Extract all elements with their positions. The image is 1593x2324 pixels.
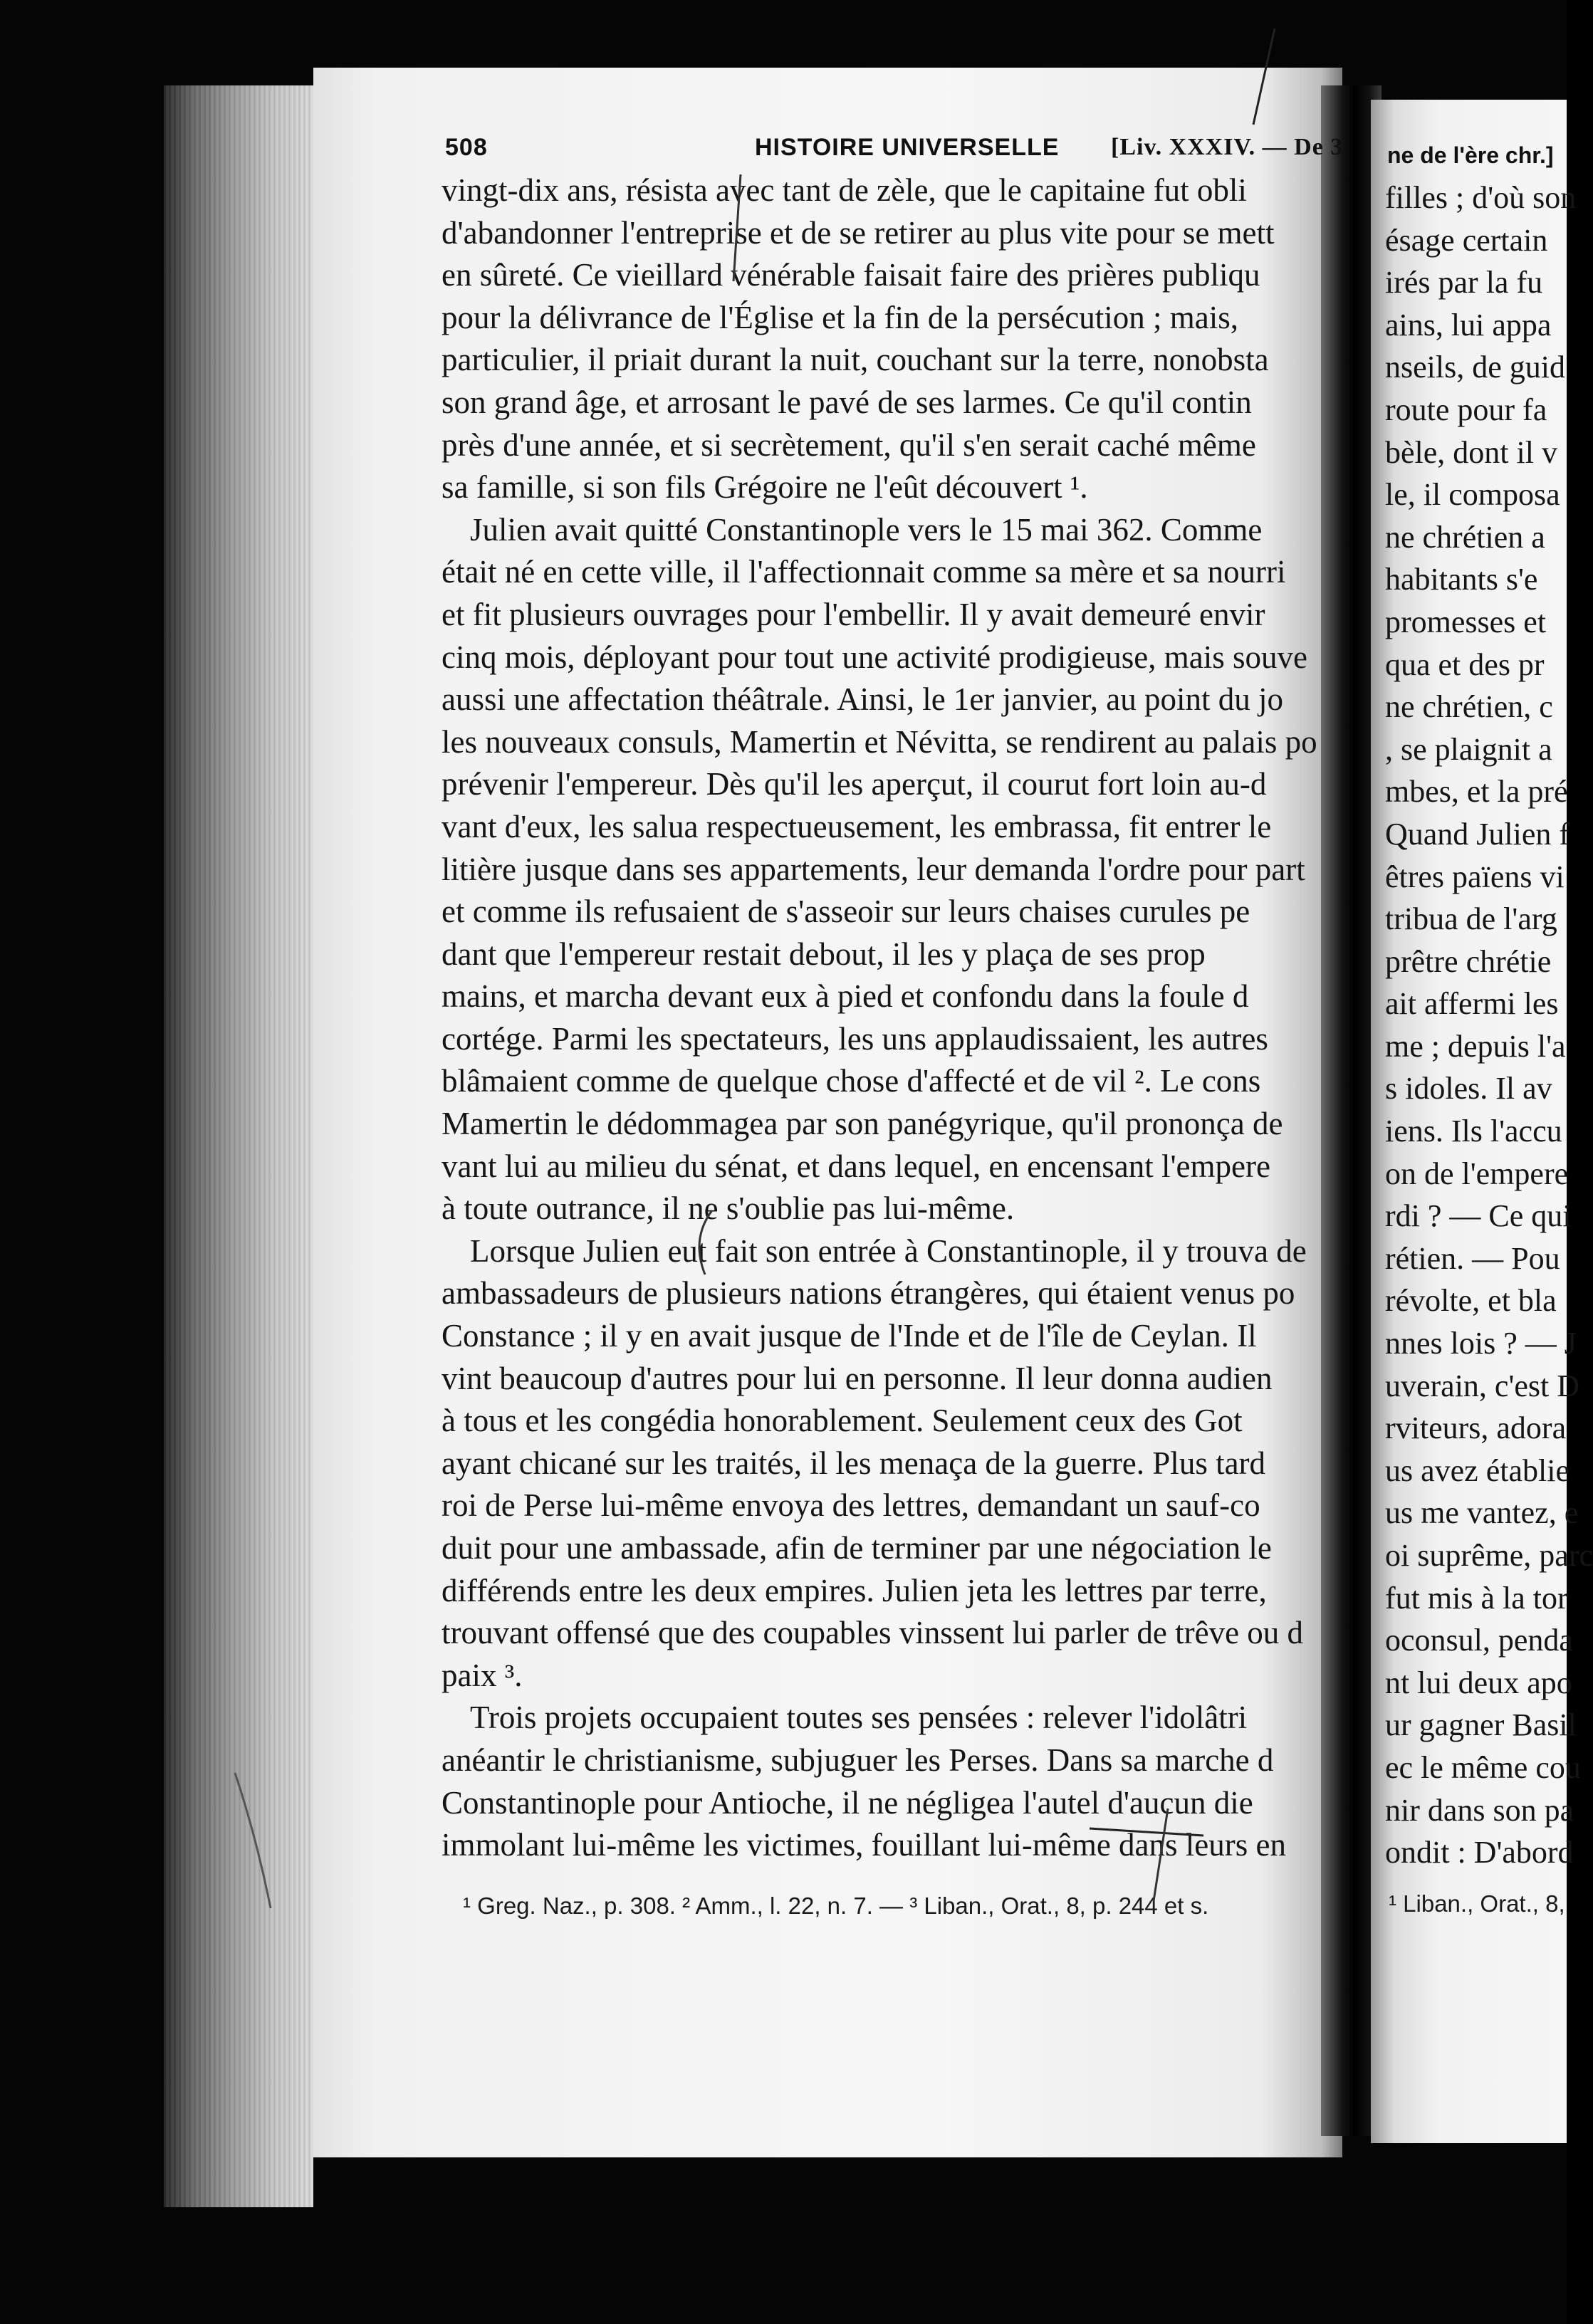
text-line: dant que l'empereur restait debout, il les y plaça de ses prop — [442, 936, 1206, 972]
right-text-line: nt lui deux apo — [1385, 1665, 1572, 1700]
right-text-line: ne chrétien a — [1385, 519, 1545, 555]
text-line: particulier, il priait durant la nuit, couchant sur la terre, nonobsta — [442, 342, 1269, 378]
text-line: à toute outrance, il ne s'oublie pas lui-même. — [442, 1190, 1015, 1227]
text-line: Julien avait quitté Constantinople vers le 15 mai 362. Comme — [470, 511, 1263, 548]
right-text-line: fut mis à la tor — [1385, 1580, 1568, 1616]
right-text-line: oi suprême, parc — [1385, 1538, 1593, 1573]
right-text-line: ait affermi les — [1385, 986, 1559, 1022]
text-line: et comme ils refusaient de s'asseoir sur leurs chaises curules pe — [442, 894, 1250, 930]
right-text-line: rdi ? — Ce qui — [1385, 1198, 1572, 1234]
text-line: Constantinople pour Antioche, il ne négligea l'autel d'aucun die — [442, 1784, 1253, 1821]
right-text-line: ains, lui appa — [1385, 307, 1552, 342]
text-line: anéantir le christianisme, subjuguer les Perses. Dans sa marche d — [442, 1742, 1274, 1778]
right-text-line: rétien. — Pou — [1385, 1240, 1560, 1276]
text-line: vingt-dix ans, résista avec tant de zèle, que le capitaine fut obli — [442, 172, 1247, 208]
text-line: vant d'eux, les salua respectueusement, les embrassa, fit entrer le — [442, 808, 1272, 844]
right-text-line: us avez établie — [1385, 1452, 1570, 1488]
text-line: duit pour une ambassade, afin de terminer par une négociation le — [442, 1530, 1272, 1566]
right-text-line: , se plaignit a — [1385, 731, 1552, 767]
book-reference: [Liv. XXXIV. — De 3 — [1111, 134, 1344, 160]
text-line: paix ³. — [442, 1657, 523, 1693]
text-line: prévenir l'empereur. Dès qu'il les aperçut, il courut fort loin au-d — [442, 766, 1267, 802]
right-text-line: filles ; d'où son — [1385, 180, 1577, 215]
text-line: les nouveaux consuls, Mamertin et Névitta, se rendirent au palais po — [442, 723, 1317, 760]
text-line: trouvant offensé que des coupables vinssent lui parler de trêve ou d — [442, 1615, 1304, 1651]
right-text-line: me ; depuis l'a — [1385, 1028, 1566, 1064]
text-line: ambassadeurs de plusieurs nations étrangères, qui étaient venus po — [442, 1275, 1295, 1312]
right-text-line: ne chrétien, c — [1385, 689, 1553, 725]
right-text-line: nir dans son pa — [1385, 1792, 1574, 1828]
text-line: blâmaient comme de quelque chose d'affecté et de vil ². Le cons — [442, 1063, 1261, 1099]
page-number: 508 — [445, 134, 488, 161]
text-line: ayant chicané sur les traités, il les menaça de la guerre. Plus tard — [442, 1445, 1266, 1481]
text-line: Trois projets occupaient toutes ses pensées : relever l'idolâtri — [470, 1700, 1248, 1736]
right-text-line: bèle, dont il v — [1385, 434, 1557, 470]
right-text-line: Quand Julien f — [1385, 816, 1570, 852]
right-text-line: oconsul, penda — [1385, 1623, 1573, 1658]
right-text-line: prêtre chrétie — [1385, 943, 1552, 979]
text-line: son grand âge, et arrosant le pavé de ses larmes. Ce qu'il contin — [442, 384, 1252, 420]
text-line: était né en cette ville, il l'affectionnait comme sa mère et sa nourri — [442, 554, 1286, 590]
text-line: mains, et marcha devant eux à pied et confondu dans la foule d — [442, 978, 1249, 1015]
text-line: différends entre les deux empires. Julien jeta les lettres par terre, — [442, 1572, 1267, 1608]
right-text-line: route pour fa — [1385, 392, 1547, 427]
right-text-line: habitants s'e — [1385, 562, 1538, 597]
right-text-line: tribua de l'arg — [1385, 901, 1557, 937]
text-line: sa famille, si son fils Grégoire ne l'eût découvert ¹. — [442, 469, 1088, 506]
text-line: litière jusque dans ses appartements, leur demanda l'ordre pour part — [442, 851, 1305, 887]
text-line: Lorsque Julien eut fait son entrée à Constantinople, il y trouva de — [470, 1232, 1307, 1269]
right-text-line: révolte, et bla — [1385, 1283, 1557, 1319]
right-text-line: rviteurs, adora — [1385, 1410, 1567, 1446]
text-line: aussi une affectation théâtrale. Ainsi, le 1er janvier, au point du jo — [442, 681, 1283, 718]
right-text-line: qua et des pr — [1385, 647, 1545, 682]
right-text-line: le, il composa — [1385, 477, 1560, 513]
right-text-line: nnes lois ? — J — [1385, 1326, 1577, 1361]
right-text-line: ec le même cou — [1385, 1749, 1581, 1785]
right-page-header: ne de l'ère chr.] — [1387, 142, 1554, 168]
text-line: à tous et les congédia honorablement. Seulement ceux des Got — [442, 1403, 1243, 1439]
text-line: vant lui au milieu du sénat, et dans lequel, en encensant l'empere — [442, 1148, 1270, 1184]
right-text-line: s idoles. Il av — [1385, 1071, 1552, 1106]
text-line: Constance ; il y en avait jusque de l'Inde et de l'île de Ceylan. Il — [442, 1318, 1257, 1354]
text-line: et fit plusieurs ouvrages pour l'embellir. Il y avait demeuré envir — [442, 596, 1265, 632]
right-text-line: ésage certain — [1385, 222, 1548, 258]
text-line: cortége. Parmi les spectateurs, les uns applaudissaient, les autres — [442, 1020, 1268, 1057]
right-text-line: iens. Ils l'accu — [1385, 1114, 1562, 1149]
right-text-line: nseils, de guid — [1385, 350, 1565, 385]
text-line: roi de Perse lui-même envoya des lettres, demandant un sauf-co — [442, 1487, 1260, 1524]
right-text-line: mbes, et la pré — [1385, 774, 1568, 810]
right-text-line: ondit : D'abord — [1385, 1835, 1574, 1870]
text-line: d'abandonner l'entreprise et de se retirer au plus vite pour se mett — [442, 214, 1275, 251]
text-line: cinq mois, déployant pour tout une activité prodigieuse, mais souve — [442, 639, 1308, 675]
right-text-line: ur gagner Basil — [1385, 1707, 1577, 1743]
right-text-line: on de l'empere — [1385, 1156, 1569, 1191]
text-line: vint beaucoup d'autres pour lui en personne. Il leur donna audien — [442, 1360, 1273, 1396]
right-text-line: irés par la fu — [1385, 265, 1543, 300]
text-line: en sûreté. Ce vieillard vénérable faisait faire des prières publiqu — [442, 257, 1260, 293]
right-text-line: promesses et — [1385, 604, 1547, 639]
footnotes: ¹ Greg. Naz., p. 308. ² Amm., l. 22, n. 7. — ³ Liban., Orat., 8, p. 244 et s. — [463, 1893, 1209, 1919]
running-title: HISTOIRE UNIVERSELLE — [755, 134, 1060, 161]
text-line: Mamertin le dédommagea par son panégyrique, qu'il prononça de — [442, 1106, 1283, 1142]
text-line: près d'une année, et si secrètement, qu'il s'en serait caché même — [442, 426, 1256, 463]
right-page-footnote: ¹ Liban., Orat., 8, — [1389, 1890, 1565, 1917]
text-line: pour la délivrance de l'Église et la fin de la persécution ; mais, — [442, 299, 1238, 335]
right-text-line: us me vantez, e — [1385, 1495, 1579, 1531]
text-line: immolant lui-même les victimes, fouillant lui-même dans leurs en — [442, 1827, 1286, 1863]
right-text-line: uverain, c'est D — [1385, 1368, 1580, 1403]
right-text-line: êtres païens vi — [1385, 859, 1565, 894]
